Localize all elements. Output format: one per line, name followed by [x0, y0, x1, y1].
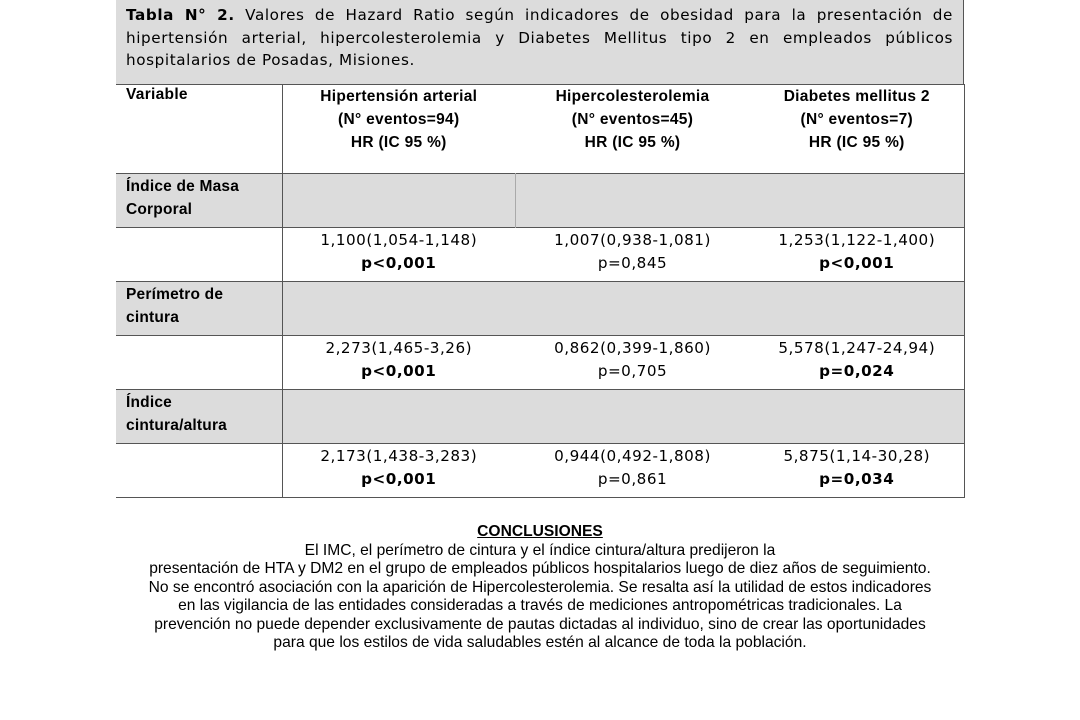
- group-name: [116, 174, 282, 228]
- hr-value: 1,253(1,122-1,400): [778, 231, 936, 249]
- group-name-line2: Corporal: [126, 201, 193, 218]
- header-col-name: Hipercolesterolemia: [555, 88, 710, 105]
- conclusions-title: CONCLUSIONES: [477, 523, 603, 540]
- group-row-perimetro: [116, 282, 964, 336]
- header-col-measure: HR (IC 95 %): [584, 134, 681, 151]
- conclusions-line: prevención no puede depender exclusivamente de pautas dictadas al individuo, sino de crear las oportunidades: [154, 615, 926, 633]
- group-cell: [750, 390, 964, 444]
- p-value: p=0,861: [597, 470, 668, 488]
- value-cell: [515, 444, 750, 498]
- p-value: p<0,001: [819, 254, 895, 272]
- header-hipertension: [282, 85, 515, 174]
- empty-cell: [116, 228, 282, 282]
- value-cell: [515, 336, 750, 390]
- table-caption: [116, 0, 964, 84]
- header-col-name: Diabetes mellitus 2: [783, 88, 930, 105]
- value-cell: [750, 228, 964, 282]
- group-cell: [750, 282, 964, 336]
- p-value: p<0,001: [361, 254, 437, 272]
- group-cell: [282, 282, 515, 336]
- group-row-imc: [116, 174, 964, 228]
- group-name: [116, 390, 282, 444]
- header-diabetes: [750, 85, 964, 174]
- conclusions-line: No se encontró asociación con la aparición de Hipercolesterolemia. Se resalta así la utilidad de estos indicadores: [148, 578, 932, 596]
- group-name-line2: cintura: [126, 309, 180, 326]
- table-row: [116, 444, 964, 498]
- caption-label: Tabla N° 2.: [126, 6, 235, 24]
- hr-value: 2,173(1,438-3,283): [320, 447, 478, 465]
- header-variable: Variable: [116, 85, 282, 174]
- value-cell: [282, 444, 515, 498]
- group-name-line1: Índice de Masa: [126, 178, 240, 195]
- hr-value: 1,007(0,938-1,081): [554, 231, 711, 249]
- header-col-measure: HR (IC 95 %): [808, 134, 905, 151]
- hr-value: 5,875(1,14-30,28): [783, 447, 931, 465]
- group-cell: [282, 174, 515, 228]
- p-value: p<0,001: [361, 470, 437, 488]
- hr-value: 1,100(1,054-1,148): [320, 231, 478, 249]
- group-cell: [750, 174, 964, 228]
- conclusions-line: para que los estilos de vida saludables estén al alcance de toda la población.: [273, 634, 807, 651]
- p-value: p=0,034: [819, 470, 895, 488]
- group-cell: [515, 174, 750, 228]
- value-cell: [282, 336, 515, 390]
- hr-value: 0,944(0,492-1,808): [554, 447, 711, 465]
- value-cell: [750, 444, 964, 498]
- conclusions-line: en las vigilancia de las entidades consideradas a través de mediciones antropométricas tradicionales. La: [178, 597, 902, 614]
- group-cell: [282, 390, 515, 444]
- group-cell: [515, 390, 750, 444]
- p-value: p<0,001: [361, 362, 437, 380]
- empty-cell: [116, 444, 282, 498]
- table-row: [116, 228, 964, 282]
- header-col-events: (N° eventos=94): [338, 111, 460, 128]
- p-value: p=0,024: [819, 362, 895, 380]
- group-name-line1: Índice: [126, 394, 172, 411]
- hr-value: 5,578(1,247-24,94): [778, 339, 936, 357]
- conclusions-line: presentación de HTA y DM2 en el grupo de empleados públicos hospitalarios luego de diez años de seguimiento.: [149, 560, 931, 577]
- hr-value: 0,862(0,399-1,860): [554, 339, 711, 357]
- group-name-line2: cintura/altura: [126, 417, 227, 434]
- table-row: [116, 336, 964, 390]
- empty-cell: [116, 336, 282, 390]
- hazard-ratio-table: [116, 84, 965, 498]
- hr-value: 2,273(1,465-3,26): [325, 339, 473, 357]
- value-cell: [750, 336, 964, 390]
- p-value: p=0,705: [597, 362, 668, 380]
- group-name-line1: Perímetro de: [126, 286, 224, 303]
- header-col-events: (N° eventos=45): [571, 111, 694, 128]
- table-header-row: [116, 85, 964, 174]
- group-cell: [515, 282, 750, 336]
- group-row-cintura-altura: [116, 390, 964, 444]
- value-cell: [282, 228, 515, 282]
- header-hipercolesterolemia: [515, 85, 750, 174]
- group-name: [116, 282, 282, 336]
- conclusions-line: El IMC, el perímetro de cintura y el índice cintura/altura predijeron la: [304, 541, 776, 559]
- value-cell: [515, 228, 750, 282]
- header-col-measure: HR (IC 95 %): [350, 134, 447, 151]
- p-value: p=0,845: [597, 254, 668, 272]
- header-col-name: Hipertensión arterial: [320, 88, 478, 105]
- conclusions-section: [20, 523, 1060, 653]
- caption-text: Valores de Hazard Ratio según indicadores de obesidad para la presentación de hipertensión arterial, hipercolesterolemia y Diabetes Mellitus tipo 2 en empleados públicos hospitalarios de Posadas, Misiones.: [126, 6, 953, 69]
- header-col-events: (N° eventos=7): [800, 111, 913, 128]
